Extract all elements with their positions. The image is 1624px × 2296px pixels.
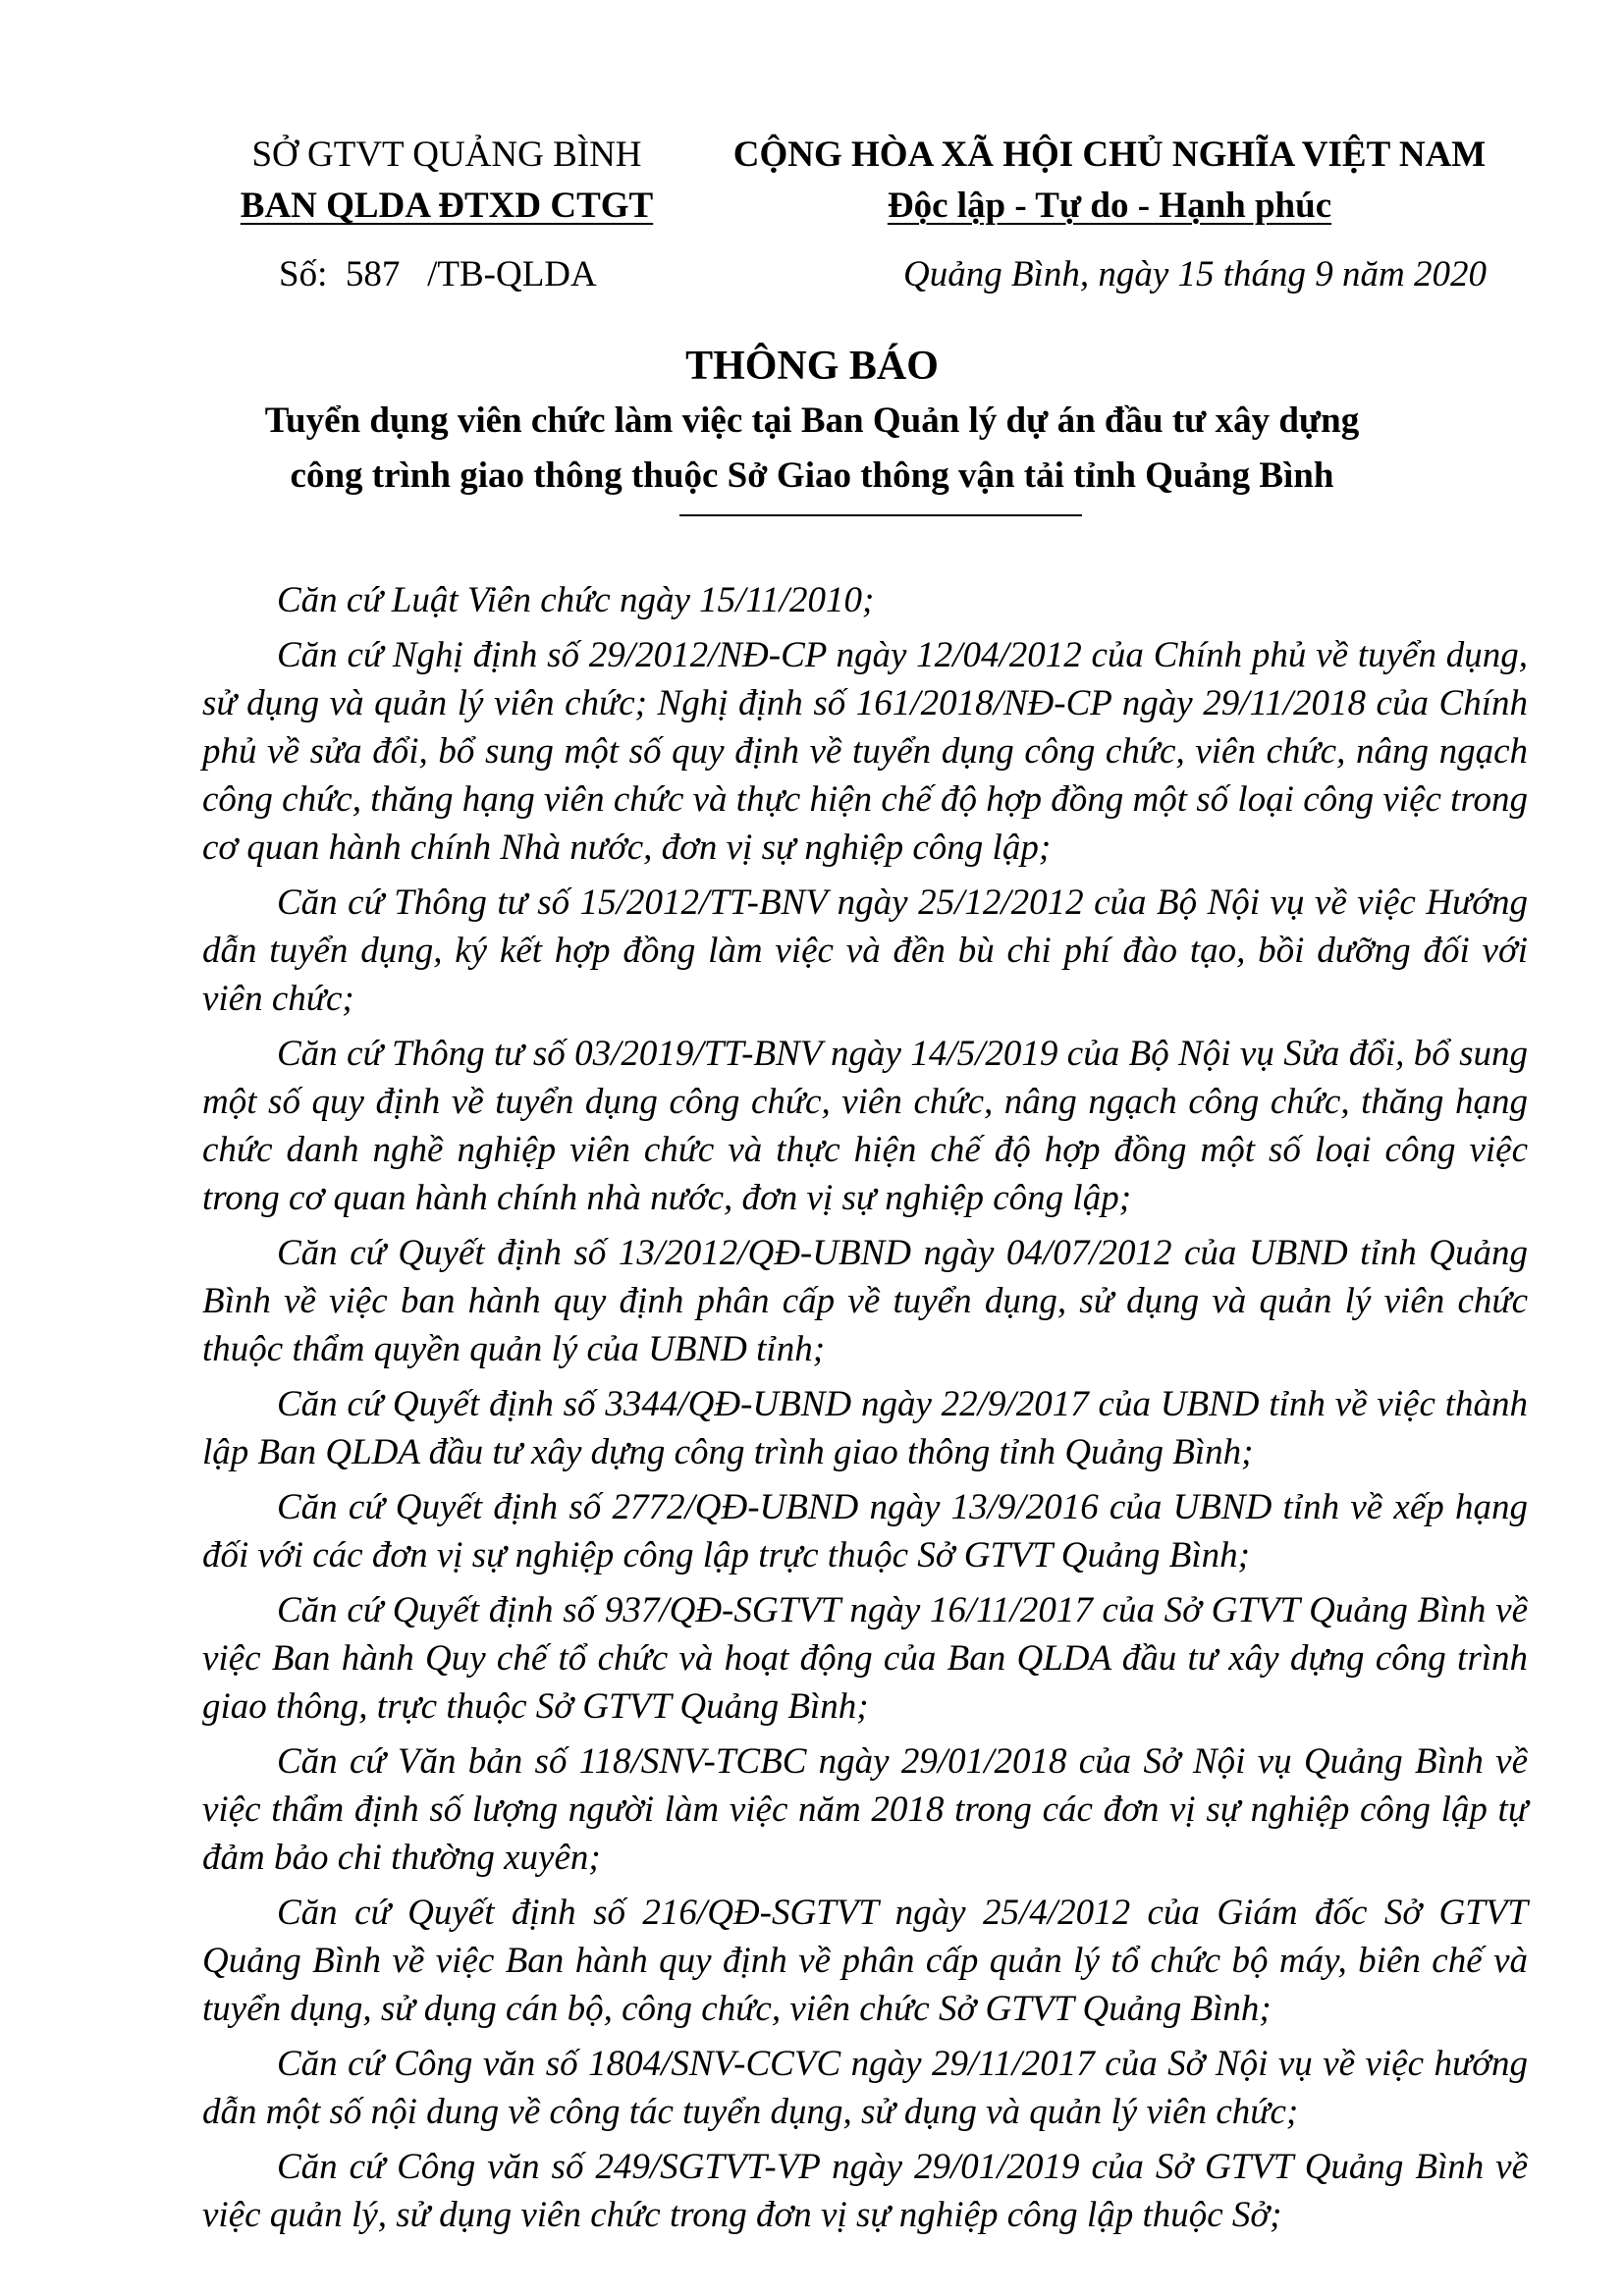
document-number bbox=[279, 249, 597, 300]
legal-basis-item: Căn cứ Quyết định số 937/QĐ-SGTVT ngày 16/11/2017 của Sở GTVT Quảng Bình về việc Ban hành Quy chế tổ chức và hoạt động của Ban QLDA đầu tư xây dựng công trình giao thông, trực thuộc Sở GTVT Quảng Bình; bbox=[202, 1590, 1528, 1727]
country-name: CỘNG HÒA XÃ HỘI CHỦ NGHĨA VIỆT NAM bbox=[732, 134, 1487, 175]
legal-basis-item: Căn cứ Văn bản số 118/SNV-TCBC ngày 29/01/2018 của Sở Nội vụ Quảng Bình về việc thẩm định số lượng người làm việc năm 2018 trong các đơn vị sự nghiệp công lập tự đảm bảo chi thường xuyên; bbox=[202, 1741, 1528, 1878]
issuing-agency-block bbox=[231, 130, 663, 232]
place-date: Quảng Bình, ngày 15 tháng 9 năm 2020 bbox=[902, 254, 1487, 294]
document-title-block bbox=[177, 339, 1447, 521]
legal-basis-item: Căn cứ Công văn số 249/SGTVT-VP ngày 29/01/2019 của Sở GTVT Quảng Bình về việc quản lý, sử dụng viên chức trong đơn vị sự nghiệp công lập thuộc Sở; bbox=[202, 2147, 1528, 2235]
agency-name bbox=[231, 181, 663, 232]
national-title-block bbox=[682, 130, 1537, 232]
document-number-value: 587 bbox=[345, 254, 401, 294]
legal-basis-item: Căn cứ Nghị định số 29/2012/NĐ-CP ngày 12/04/2012 của Chính phủ về tuyển dụng, sử dụng và quản lý viên chức; Nghị định số 161/2018/NĐ-CP ngày 29/11/2018 của Chính phủ về sửa đổi, bổ sung một số quy định về tuyển dụng công chức, viên chức, nâng ngạch công chức, thăng hạng viên chức và thực hiện chế độ hợp đồng một số loại công việc trong cơ quan hành chính Nhà nước, đơn vị sự nghiệp công lập; bbox=[202, 635, 1528, 868]
subtitle-underline bbox=[679, 514, 1082, 516]
document-subtitle-line-1: Tuyển dụng viên chức làm việc tại Ban Quản lý dự án đầu tư xây dựng bbox=[264, 400, 1360, 441]
motto-text: Độc lập - Tự do - Hạnh phúc bbox=[887, 186, 1332, 226]
agency-name-text: BAN QLDA ĐTXD CTGT bbox=[240, 186, 654, 226]
document-number-label: Số: bbox=[279, 254, 328, 294]
document-subtitle-line-2: công trình giao thông thuộc Sở Giao thông vận tải tỉnh Quảng Bình bbox=[290, 455, 1334, 496]
legal-basis-item: Căn cứ Luật Viên chức ngày 15/11/2010; bbox=[277, 580, 875, 620]
legal-basis-item: Căn cứ Thông tư số 03/2019/TT-BNV ngày 14/5/2019 của Bộ Nội vụ Sửa đổi, bổ sung một số quy định về tuyển dụng công chức, viên chức, nâng ngạch công chức, thăng hạng chức danh nghề nghiệp viên chức và thực hiện chế độ hợp đồng một số loại công việc trong cơ quan hành chính nhà nước, đơn vị sự nghiệp công lập; bbox=[202, 1034, 1528, 1218]
document-code: /TB-QLDA bbox=[427, 254, 597, 294]
document-title: THÔNG BÁO bbox=[685, 344, 939, 389]
legal-basis-item: Căn cứ Quyết định số 216/QĐ-SGTVT ngày 25/4/2012 của Giám đốc Sở GTVT Quảng Bình về việc Ban hành quy định về phân cấp quản lý tổ chức bộ máy, biên chế và tuyển dụng, sử dụng cán bộ, công chức, viên chức Sở GTVT Quảng Bình; bbox=[202, 1893, 1528, 2029]
agency-parent: SỞ GTVT QUẢNG BÌNH bbox=[251, 134, 642, 175]
legal-basis-item: Căn cứ Quyết định số 13/2012/QĐ-UBND ngày 04/07/2012 của UBND tỉnh Quảng Bình về việc ban hành quy định phân cấp về tuyển dụng, sử dụng và quản lý viên chức thuộc thẩm quyền quản lý của UBND tỉnh; bbox=[202, 1233, 1528, 1369]
legal-basis-list bbox=[202, 576, 1528, 2246]
motto bbox=[682, 181, 1537, 232]
legal-basis-item: Căn cứ Quyết định số 3344/QĐ-UBND ngày 22/9/2017 của UBND tỉnh về việc thành lập Ban QLDA đầu tư xây dựng công trình giao thông tỉnh Quảng Bình; bbox=[202, 1384, 1528, 1472]
legal-basis-item: Căn cứ Thông tư số 15/2012/TT-BNV ngày 25/12/2012 của Bộ Nội vụ về việc Hướng dẫn tuyển dụng, ký kết hợp đồng làm việc và đền bù chi phí đào tạo, bồi dưỡng đối với viên chức; bbox=[202, 882, 1528, 1019]
legal-basis-item: Căn cứ Công văn số 1804/SNV-CCVC ngày 29/11/2017 của Sở Nội vụ về việc hướng dẫn một số nội dung về công tác tuyển dụng, sử dụng và quản lý viên chức; bbox=[202, 2044, 1528, 2132]
legal-basis-item: Căn cứ Quyết định số 2772/QĐ-UBND ngày 13/9/2016 của UBND tỉnh về xếp hạng đối với các đơn vị sự nghiệp công lập trực thuộc Sở GTVT Quảng Bình; bbox=[202, 1487, 1528, 1575]
